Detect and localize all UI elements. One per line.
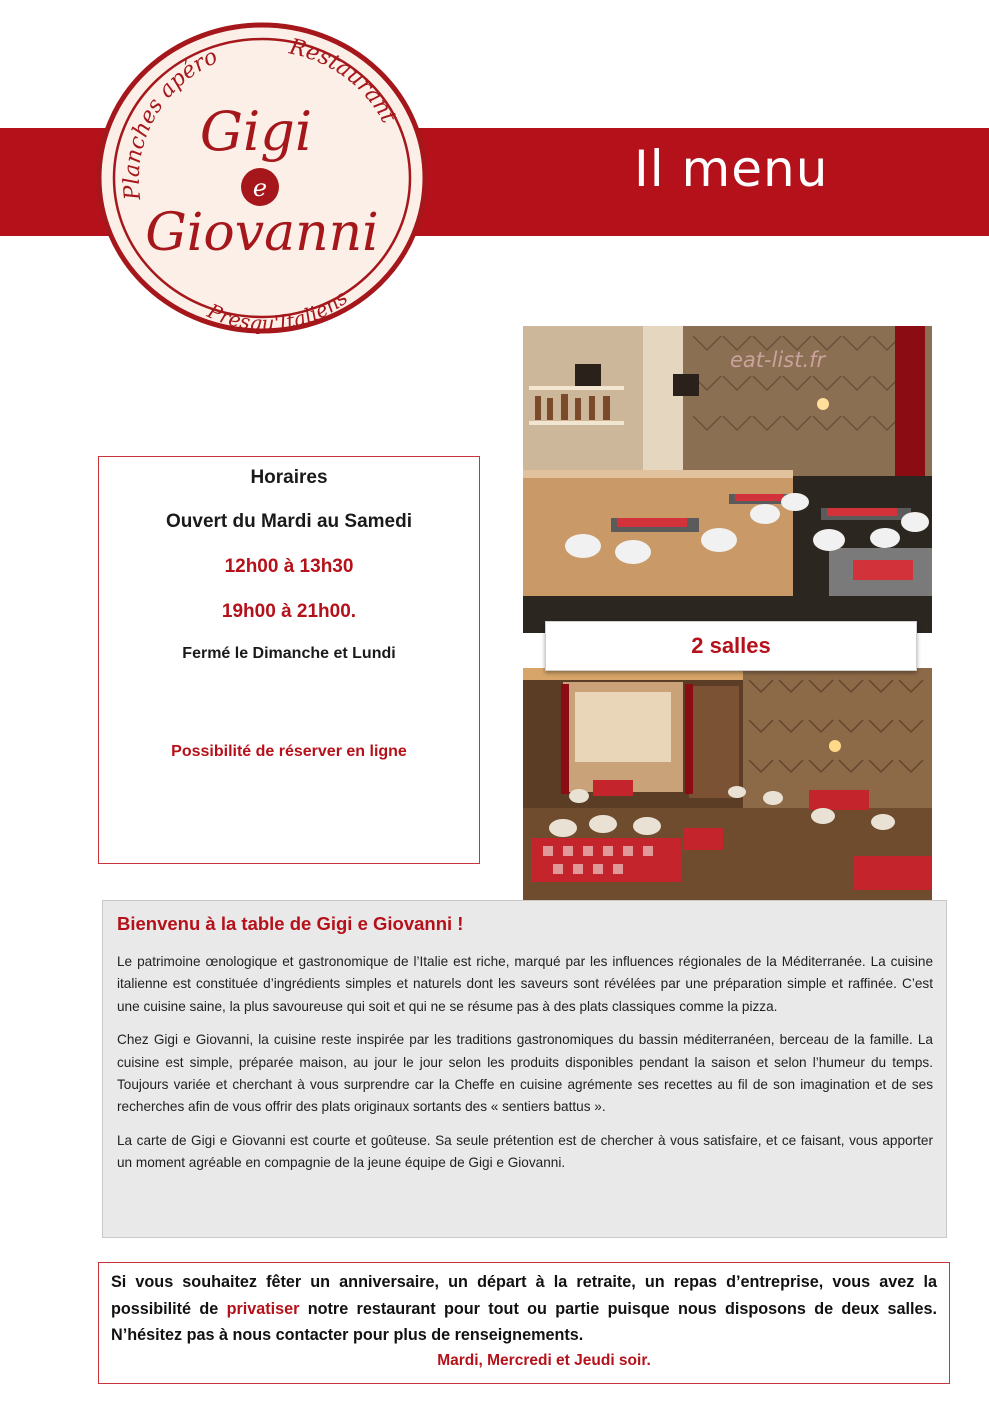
welcome-section (102, 900, 947, 1238)
welcome-title: Bienvenu à la table de Gigi e Giovanni ! (117, 913, 464, 934)
welcome-paragraph-1: Le patrimoine œnologique et gastronomique de l’Italie est riche, marqué par les influences régionales de la Méditerranée. La cuisine italienne est constituée d’ingrédients simples et naturels dont les saveurs sont révélées par une préparation simple et raffinée. C’est une cuisine saine, la plus savoureuse qui soit et qui ne se résume pas à des plats classiques comme la pizza. (117, 954, 933, 1014)
logo-connector: e (252, 174, 268, 202)
private-events-text (111, 1269, 937, 1349)
logo-text-top-right: Restaurant (286, 34, 401, 128)
online-booking-note: Possibilité de réserver en ligne (171, 743, 407, 760)
logo-text-bottom: Presqu'Italiens (203, 285, 353, 334)
private-events-text-end: notre restaurant pour tout ou partie puisque nous disposons de deux salles. N’hésitez pas à nous contacter pour plus de renseignements. (111, 1299, 937, 1344)
hours-lunch: 12h00 à 13h30 (224, 556, 354, 577)
privatise-highlight: privatiser (226, 1299, 300, 1318)
watermark-text: eat-list.fr (730, 348, 826, 372)
private-events-days: Mardi, Mercredi et Jeudi soir. (437, 1351, 651, 1369)
welcome-paragraph-3: La carte de Gigi e Giovanni est courte et goûteuse. Sa seule prétention est de chercher à vous satisfaire, et ce faisant, vous apporter un moment agréable en compagnie de la jeune équipe de Gigi e Giovanni. (117, 1132, 933, 1171)
logo-name-giovanni: Giovanni (145, 203, 379, 263)
hours-closed-days: Fermé le Dimanche et Lundi (182, 645, 396, 662)
logo-text-top-left: Planches apéro (119, 44, 222, 202)
hours-open-days: Ouvert du Mardi au Samedi (166, 511, 412, 532)
hours-dinner: 19h00 à 21h00. (221, 601, 357, 622)
private-events-text-start: Si vous souhaitez fêter un anniversaire, un départ à la retraite, un repas d’entreprise, vous avez la possibilité de (111, 1273, 937, 1318)
logo-name-gigi: Gigi (199, 100, 313, 163)
restaurant-logo (96, 22, 428, 334)
restaurant-photo-bar (523, 326, 932, 633)
welcome-paragraph-2: Chez Gigi e Giovanni, la cuisine reste inspirée par les traditions gastronomiques du bassin méditerranéen, berceau de la famille. La cuisine est simple, préparée maison, au jour le jour selon les produits disponibles pendant la saison et selon l’humeur du temps. Toujours variée et cherchant à vous surprendre car la Cheffe en cuisine agrémente ses recettes au fil de son imagination et de ses recherches afin de vous offrir des plats originaux sortants des « sentiers battus ». (117, 1032, 933, 1115)
page-title: Il menu (634, 140, 829, 198)
restaurant-photo-dining-room (523, 668, 932, 900)
opening-hours-box (98, 456, 480, 864)
rooms-caption: 2 salles (545, 621, 917, 671)
hours-title: Horaires (250, 467, 328, 488)
private-events-box (98, 1262, 950, 1384)
